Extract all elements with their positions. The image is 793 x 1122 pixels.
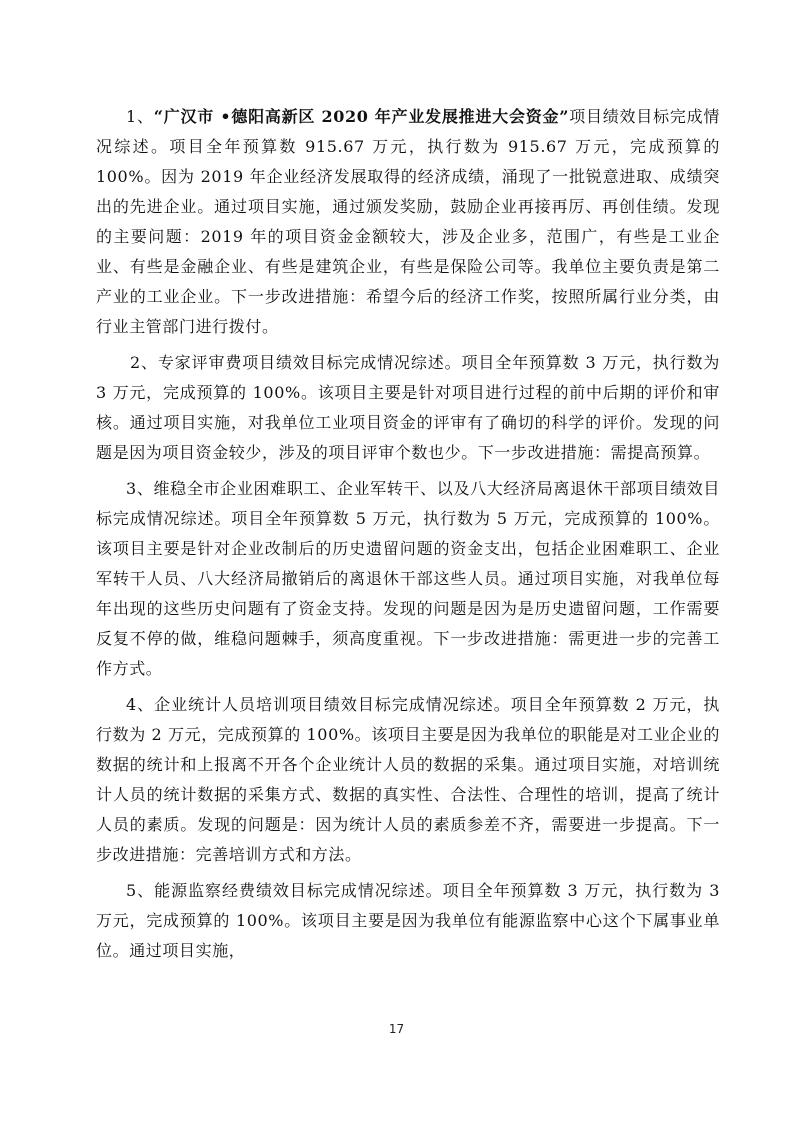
paragraph-1-prefix: 1、 bbox=[126, 107, 154, 126]
document-body bbox=[96, 102, 720, 966]
paragraph-4 bbox=[96, 690, 720, 870]
paragraph-2 bbox=[96, 348, 720, 468]
paragraph-5 bbox=[96, 876, 720, 966]
paragraph-5-text: 5、能源监察经费绩效目标完成情况综述。项目全年预算数 3 万元，执行数为 3 万元，完成预算的 100%。该项目主要是因为我单位有能源监察中心这个下属事业单位。通过项目实施， bbox=[96, 881, 720, 960]
paragraph-3 bbox=[96, 474, 720, 684]
paragraph-1 bbox=[96, 102, 720, 342]
paragraph-1-body: 项目绩效目标完成情况综述。项目全年预算数 915.67 万元，执行数为 915.67 万元，完成预算的 100%。因为 2019 年企业经济发展取得的经济成绩，涌现了一批锐意进取、成绩突出的先进企业。通过项目实施，通过颁发奖励，鼓励企业再接再厉、再创佳绩。发现的主要问题：2019 年的项目资金金额较大，涉及企业多，范围广，有些是工业企业、有些是金融企业、有些是建筑企业，有些是保险公司等。我单位主要负责是第二产业的工业企业。下一步改进措施：希望今后的经济工作奖，按照所属行业分类，由行业主管部门进行拨付。 bbox=[96, 107, 720, 336]
paragraph-1-title: “广汉市 •德阳高新区 2020 年产业发展推进大会资金” bbox=[153, 107, 570, 126]
paragraph-3-text: 3、维稳全市企业困难职工、企业军转干、以及八大经济局离退休干部项目绩效目标完成情况综述。项目全年预算数 5 万元，执行数为 5 万元，完成预算的 100%。该项目主要是针对企业改制后的历史遗留问题的资金支出，包括企业困难职工、企业军转干人员、八大经济局撤销后的离退休干部这些人员。通过项目实施，对我单位每年出现的这些历史问题有了资金支持。发现的问题是因为是历史遗留问题，工作需要反复不停的做，维稳问题棘手，须高度重视。下一步改进措施：需更进一步的完善工作方式。 bbox=[96, 479, 720, 678]
paragraph-4-text: 4、企业统计人员培训项目绩效目标完成情况综述。项目全年预算数 2 万元，执行数为 2 万元，完成预算的 100%。该项目主要是因为我单位的职能是对工业企业的数据的统计和上报离不开各个企业统计人员的数据的采集。通过项目实施，对培训统计人员的统计数据的采集方式、数据的真实性、合法性、合理性的培训，提高了统计人员的素质。发现的问题是：因为统计人员的素质参差不齐，需要进一步提高。下一步改进措施：完善培训方式和方法。 bbox=[96, 695, 720, 864]
paragraph-2-text: 2、专家评审费项目绩效目标完成情况综述。项目全年预算数 3 万元，执行数为 3 万元，完成预算的 100%。该项目主要是针对项目进行过程的前中后期的评价和审核。通过项目实施，对我单位工业项目资金的评审有了确切的科学的评价。发现的问题是因为项目资金较少，涉及的项目评审个数也少。下一步改进措施：需提高预算。 bbox=[96, 353, 720, 462]
page-number: 17 bbox=[388, 1022, 405, 1036]
